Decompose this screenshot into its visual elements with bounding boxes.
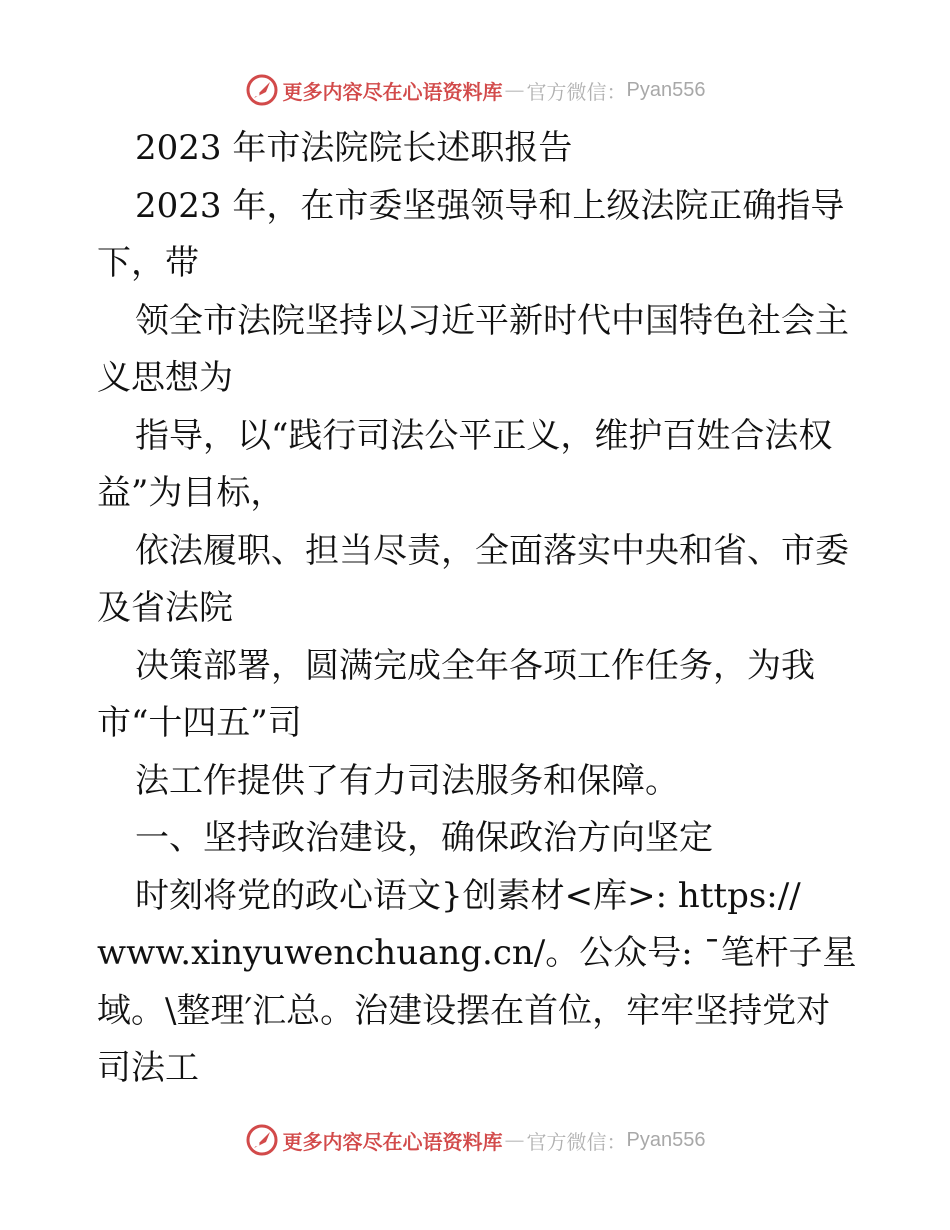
text-line: 依法履职、担当尽责，全面落实中央和省、市委 bbox=[135, 530, 849, 571]
footer-watermark bbox=[0, 1120, 950, 1160]
text-line: 法工作提供了有力司法服务和保障。 bbox=[135, 760, 679, 801]
watermark-main-text: 更多内容尽在心语资料库 bbox=[282, 79, 503, 104]
watermark-label: 官方微信： bbox=[526, 1129, 627, 1154]
quill-logo-icon bbox=[245, 1123, 279, 1157]
text-line: 下，带 bbox=[97, 243, 199, 283]
text-line: 义思想为 bbox=[97, 358, 233, 398]
watermark-separator: — bbox=[504, 1128, 525, 1152]
watermark-separator: — bbox=[504, 78, 525, 102]
watermark-main-text: 更多内容尽在心语资料库 bbox=[282, 1129, 503, 1154]
text-line: 2023 年市法院院长述职报告 bbox=[135, 128, 573, 168]
header-watermark bbox=[0, 70, 950, 110]
quill-logo-icon bbox=[245, 73, 279, 107]
text-line: www.xinyuwenchuang.cn/。公众号: ¯笔杆子星 bbox=[97, 933, 857, 973]
text-line: 市“十四五”司 bbox=[97, 703, 302, 743]
text-line: 益”为目标， bbox=[97, 473, 285, 513]
text-line: 及省法院 bbox=[97, 588, 233, 628]
watermark-label: 官方微信： bbox=[526, 79, 627, 104]
text-line: 一、坚持政治建设，确保政治方向坚定 bbox=[135, 818, 713, 858]
text-line: 决策部署，圆满完成全年各项工作任务，为我 bbox=[135, 645, 815, 686]
document-body bbox=[97, 120, 877, 1098]
watermark-wechat-id: Pyan556 bbox=[626, 1128, 706, 1151]
text-line: 域。\整理′汇总。治建设摆在首位，牢牢坚持党对 bbox=[97, 990, 831, 1031]
watermark-wechat-id: Pyan556 bbox=[626, 78, 706, 101]
text-line: 2023 年，在市委坚强领导和上级法院正确指导 bbox=[135, 185, 845, 226]
text-line: 领全市法院坚持以习近平新时代中国特色社会主 bbox=[135, 300, 849, 341]
text-line: 指导，以“践行司法公平正义，维护百姓合法权 bbox=[135, 415, 833, 456]
text-line: 司法工 bbox=[97, 1048, 199, 1088]
text-line: 时刻将党的政心语文}创素材<库>: https:// bbox=[135, 875, 801, 916]
